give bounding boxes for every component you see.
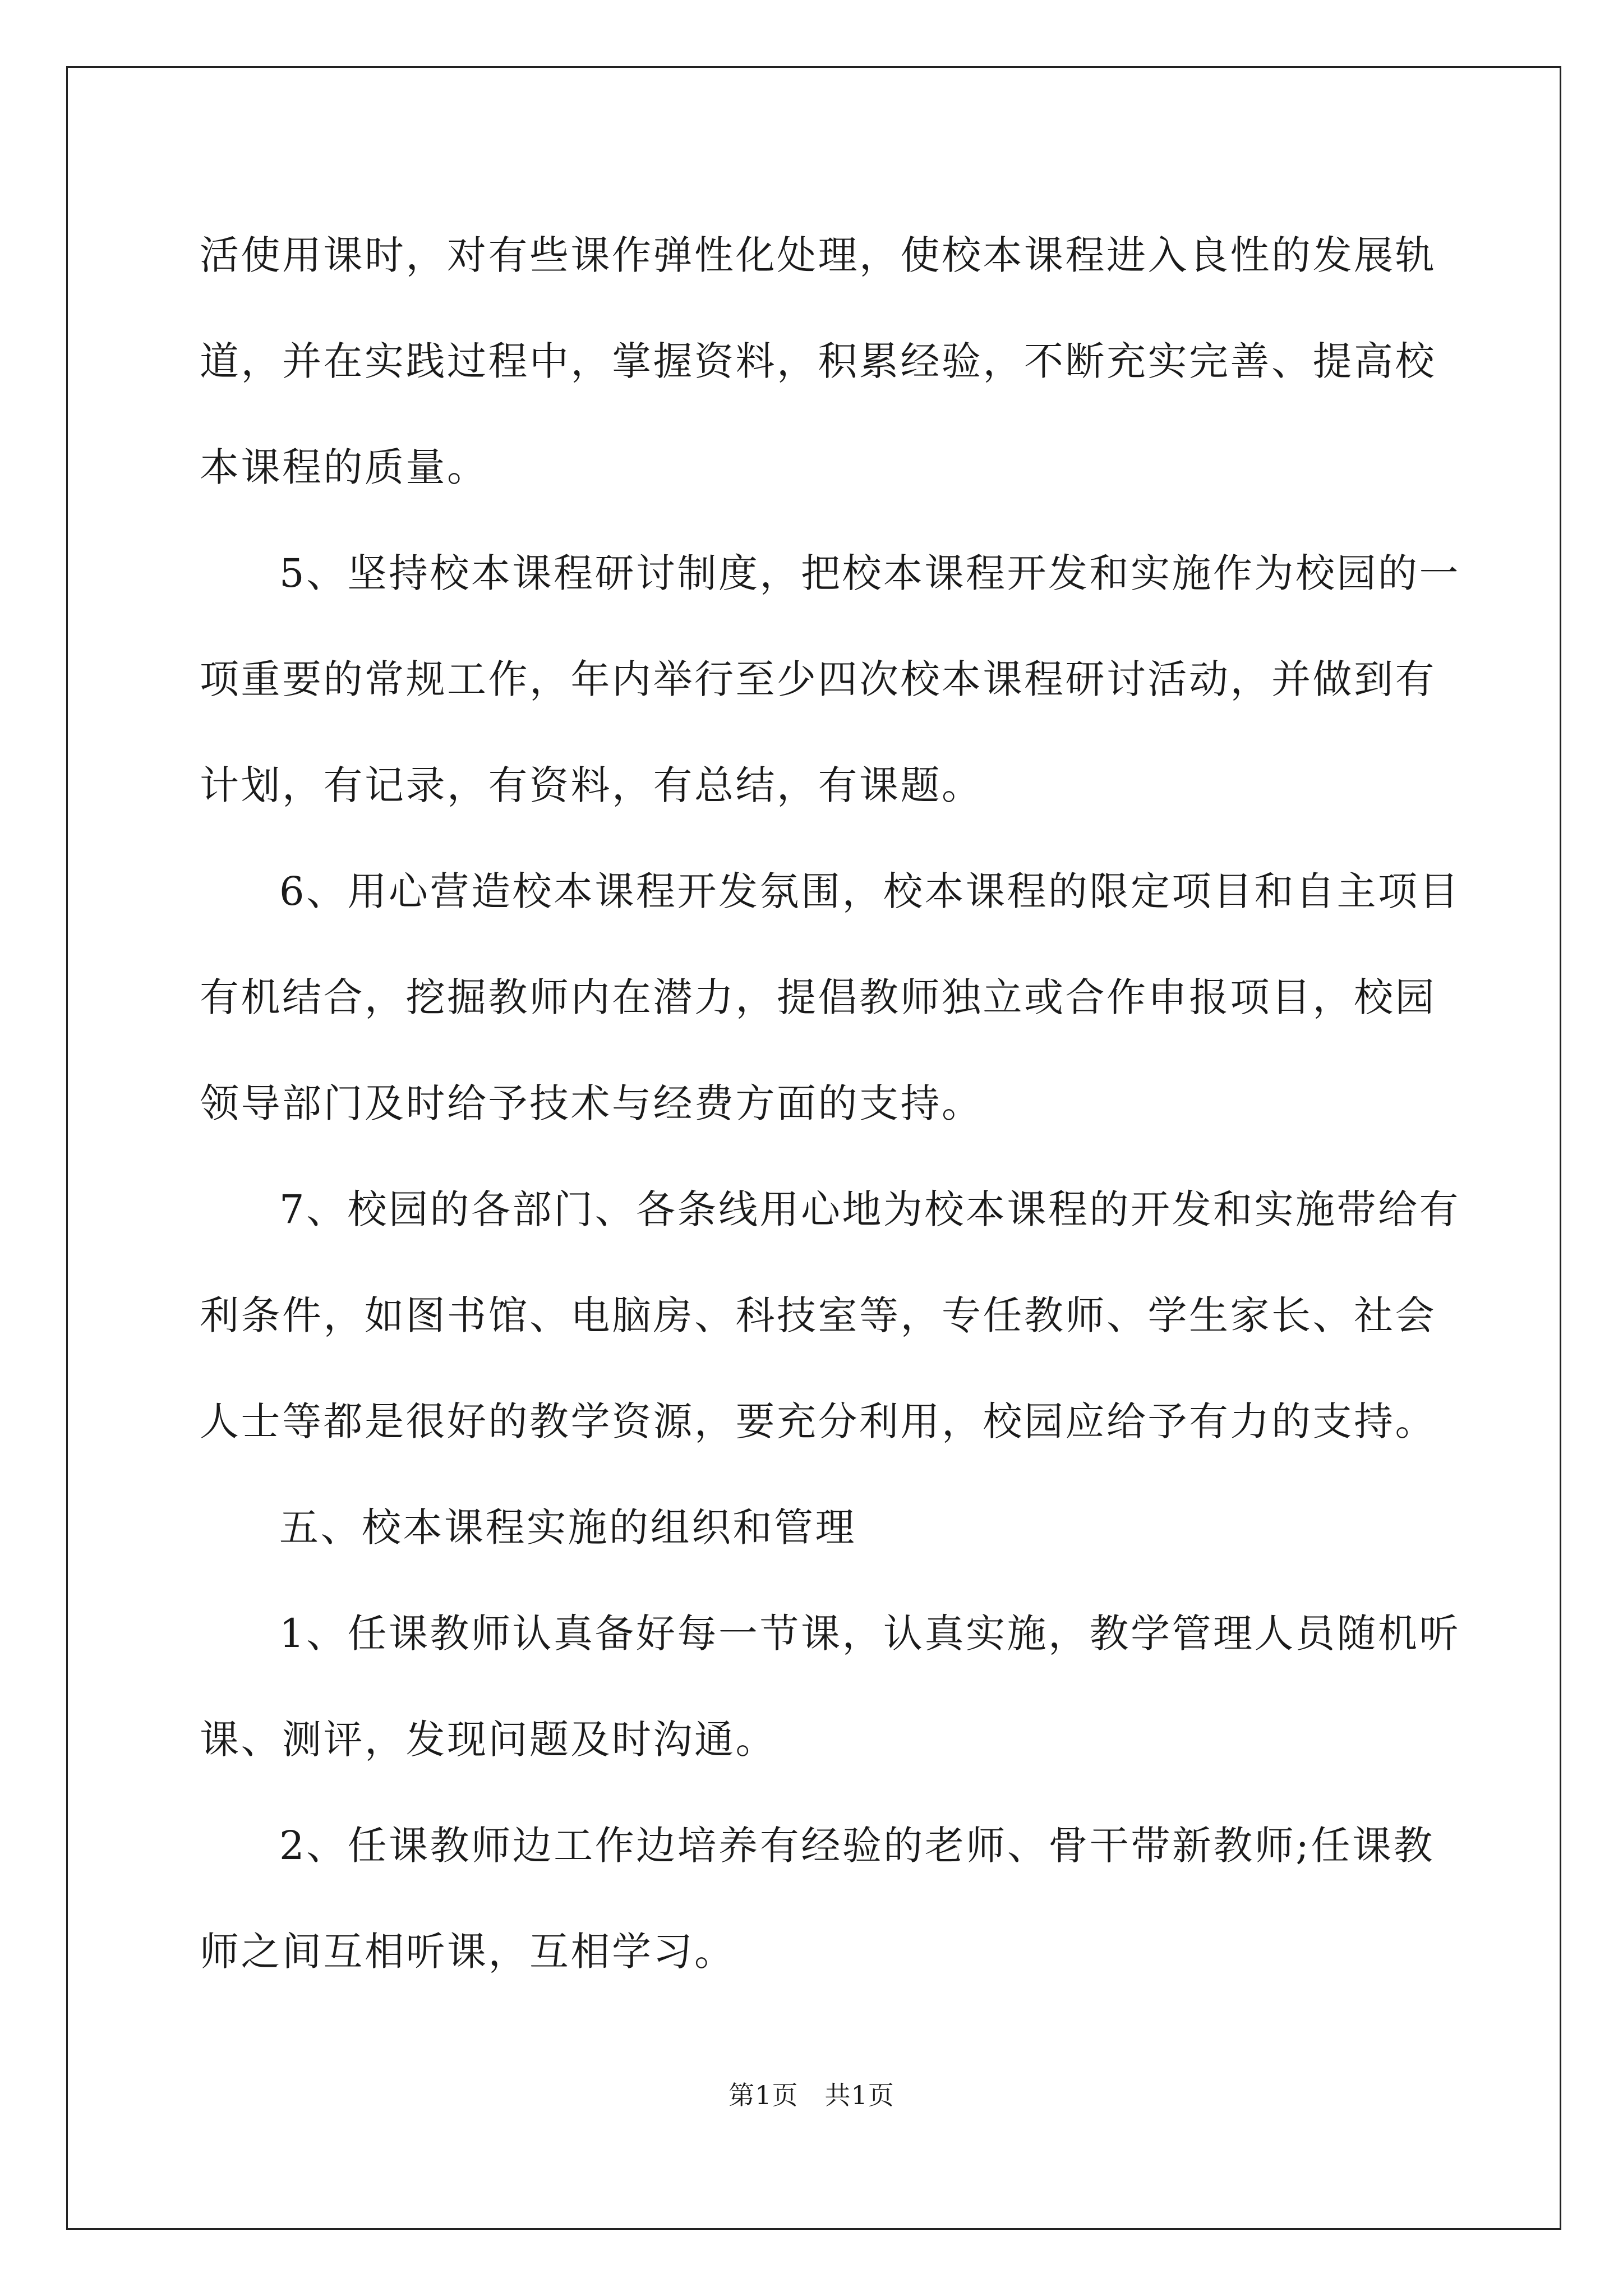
text-line: 本课程的质量。 [200, 444, 488, 490]
text-line: 活使用课时，对有些课作弹性化处理，使校本课程进入良性的发展轨 [200, 232, 1436, 278]
text-line: 计划，有记录，有资料，有总结，有课题。 [200, 762, 983, 808]
page-footer: 第1页 共1页 [728, 2080, 895, 2110]
text-line: 师之间互相听课，互相学习。 [200, 1929, 736, 1975]
text-line: 领导部门及时给予技术与经费方面的支持。 [200, 1080, 983, 1126]
text-line: 7、校园的各部门、各条线用心地为校本课程的开发和实施带给有 [279, 1186, 1461, 1232]
text-line: 道，并在实践过程中，掌握资料，积累经验，不断充实完善、提高校 [200, 338, 1436, 384]
text-line: 2、任课教师边工作边培养有经验的老师、骨干带新教师;任课教 [279, 1823, 1435, 1869]
text-line: 5、坚持校本课程研讨制度，把校本课程开发和实施作为校园的一 [279, 550, 1461, 596]
text-line: 1、任课教师认真备好每一节课，认真实施，教学管理人员随机听 [279, 1611, 1461, 1657]
text-line: 课、测评，发现问题及时沟通。 [200, 1717, 777, 1763]
text-line: 有机结合，挖掘教师内在潜力，提倡教师独立或合作申报项目，校园 [200, 974, 1436, 1020]
text-line: 五、校本课程实施的组织和管理 [279, 1504, 856, 1550]
text-line: 6、用心营造校本课程开发氛围，校本课程的限定项目和自主项目 [279, 868, 1461, 914]
document-body [200, 213, 1461, 2016]
text-line: 人士等都是很好的教学资源，要充分利用，校园应给予有力的支持。 [200, 1398, 1436, 1444]
text-line: 项重要的常规工作，年内举行至少四次校本课程研讨活动，并做到有 [200, 656, 1436, 702]
text-line: 利条件，如图书馆、电脑房、科技室等，专任教师、学生家长、社会 [200, 1292, 1436, 1338]
